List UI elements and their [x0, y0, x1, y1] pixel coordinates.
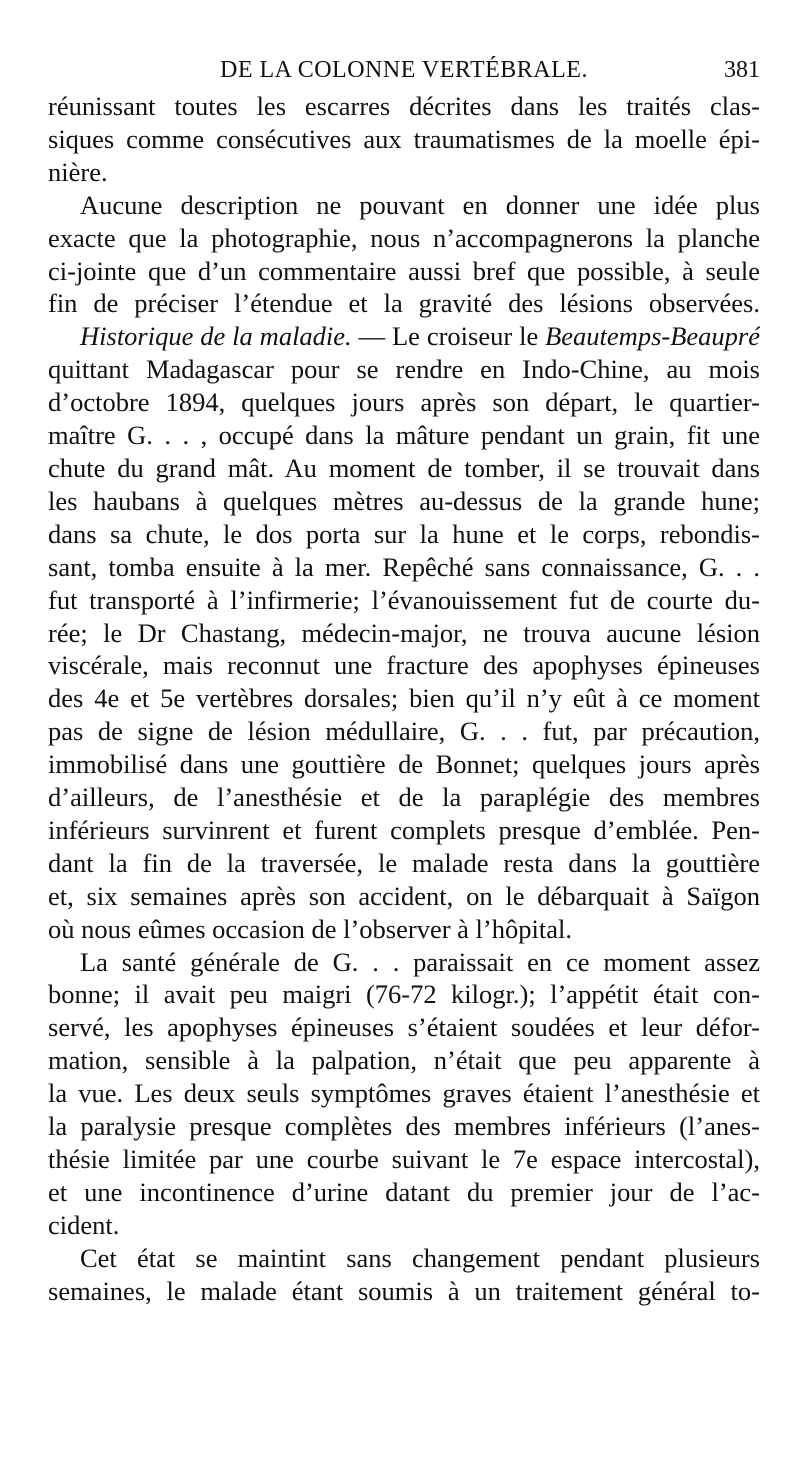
text-line: quittant Madagascar pour se rendre en Indo-Chine, au mois [48, 354, 760, 385]
heading-rest: — Le croiseur le [351, 321, 546, 352]
paragraph [48, 1242, 760, 1308]
paragraph [48, 90, 760, 189]
text-line: d’ailleurs, de l’anesthésie et de la paraplégie des membres [48, 782, 760, 813]
text-line: servé, les apophyses épineuses s’étaient soudées et leur défor- [48, 1012, 760, 1043]
text-line: ci-jointe que d’un commentaire aussi bref que possible, à seule [48, 255, 760, 286]
text-line: bonne; il avait peu maigri (76-72 kilogr.); l’appétit était con- [48, 979, 760, 1010]
text-line: fut transporté à l’infirmerie; l’évanouissement fut de courte du- [48, 584, 760, 615]
text-line: pas de signe de lésion médullaire, G. . . fut, par précaution, [48, 716, 760, 747]
text-line: viscérale, mais reconnut une fracture des apophyses épineuses [48, 650, 760, 681]
text-line: mation, sensible à la palpation, n’était que peu apparente à [48, 1045, 760, 1076]
text-line: nière. [48, 156, 108, 187]
text-line: où nous eûmes occasion de l’observer à l’hôpital. [48, 913, 572, 944]
text-line: rée; le Dr Chastang, médecin-major, ne trouva aucune lésion [48, 617, 760, 648]
paragraph [48, 946, 760, 1242]
text-line: cident. [48, 1209, 120, 1240]
text-line: d’octobre 1894, quelques jours après son départ, le quartier- [48, 387, 760, 418]
page-header [48, 50, 760, 90]
text-line: semaines, le malade étant soumis à un traitement général to- [48, 1275, 760, 1306]
text-line: la vue. Les deux seuls symptômes graves étaient l’anesthésie et [48, 1078, 760, 1109]
text-line: Cet état se maintint sans changement pendant plusieurs [80, 1242, 760, 1273]
text-line: La santé générale de G. . . paraissait en ce moment assez [80, 946, 760, 977]
text-line: Aucune description ne pouvant en donner une idée plus [80, 189, 760, 220]
text-line: inférieurs survinrent et furent complets presque d’emblée. Pen- [48, 814, 760, 845]
text-line: fin de préciser l’étendue et la gravité des lésions observées. [48, 288, 760, 319]
section-heading: Historique de la maladie. [80, 321, 352, 352]
text-line: la paralysie presque complètes des membres inférieurs (l’anes- [48, 1111, 760, 1142]
text-line: sant, tomba ensuite à la mer. Repêché sans connaissance, G. . . [48, 551, 760, 582]
text-line: siques comme consécutives aux traumatismes de la moelle épi- [48, 123, 760, 154]
body-text [48, 90, 760, 1308]
text-line: des 4e et 5e vertèbres dorsales; bien qu’il n’y eût à ce moment [48, 683, 760, 714]
text-line: chute du grand mât. Au moment de tomber, il se trouvait dans [48, 452, 760, 483]
text-line: immobilisé dans une gouttière de Bonnet; quelques jours après [48, 749, 760, 780]
text-line: dans sa chute, le dos porta sur la hune et le corps, rebondis- [48, 518, 760, 549]
text-line: réunissant toutes les escarres décrites dans les traités clas- [48, 91, 760, 121]
text-line: et, six semaines après son accident, on le débarquait à Saïgon [48, 880, 760, 911]
text-line [48, 320, 760, 353]
text-line: les haubans à quelques mètres au-dessus de la grande hune; [48, 485, 760, 516]
paragraph [48, 189, 760, 321]
text-line: thésie limitée par une courbe suivant le 7e espace intercostal), [48, 1144, 760, 1174]
text-line: et une incontinence d’urine datant du premier jour de l’ac- [48, 1176, 760, 1207]
text-line: maître G. . . , occupé dans la mâture pendant un grain, fit une [48, 420, 760, 451]
running-title: DE LA COLONNE VERTÉBRALE. [220, 57, 588, 83]
paragraph [48, 320, 760, 945]
page-number: 381 [724, 57, 760, 83]
text-line: exacte que la photographie, nous n’accompagnerons la planche [48, 222, 760, 253]
text-line: dant la fin de la traversée, le malade resta dans la gouttière [48, 847, 760, 878]
ship-name: Beautemps-Beaupré [545, 321, 760, 352]
